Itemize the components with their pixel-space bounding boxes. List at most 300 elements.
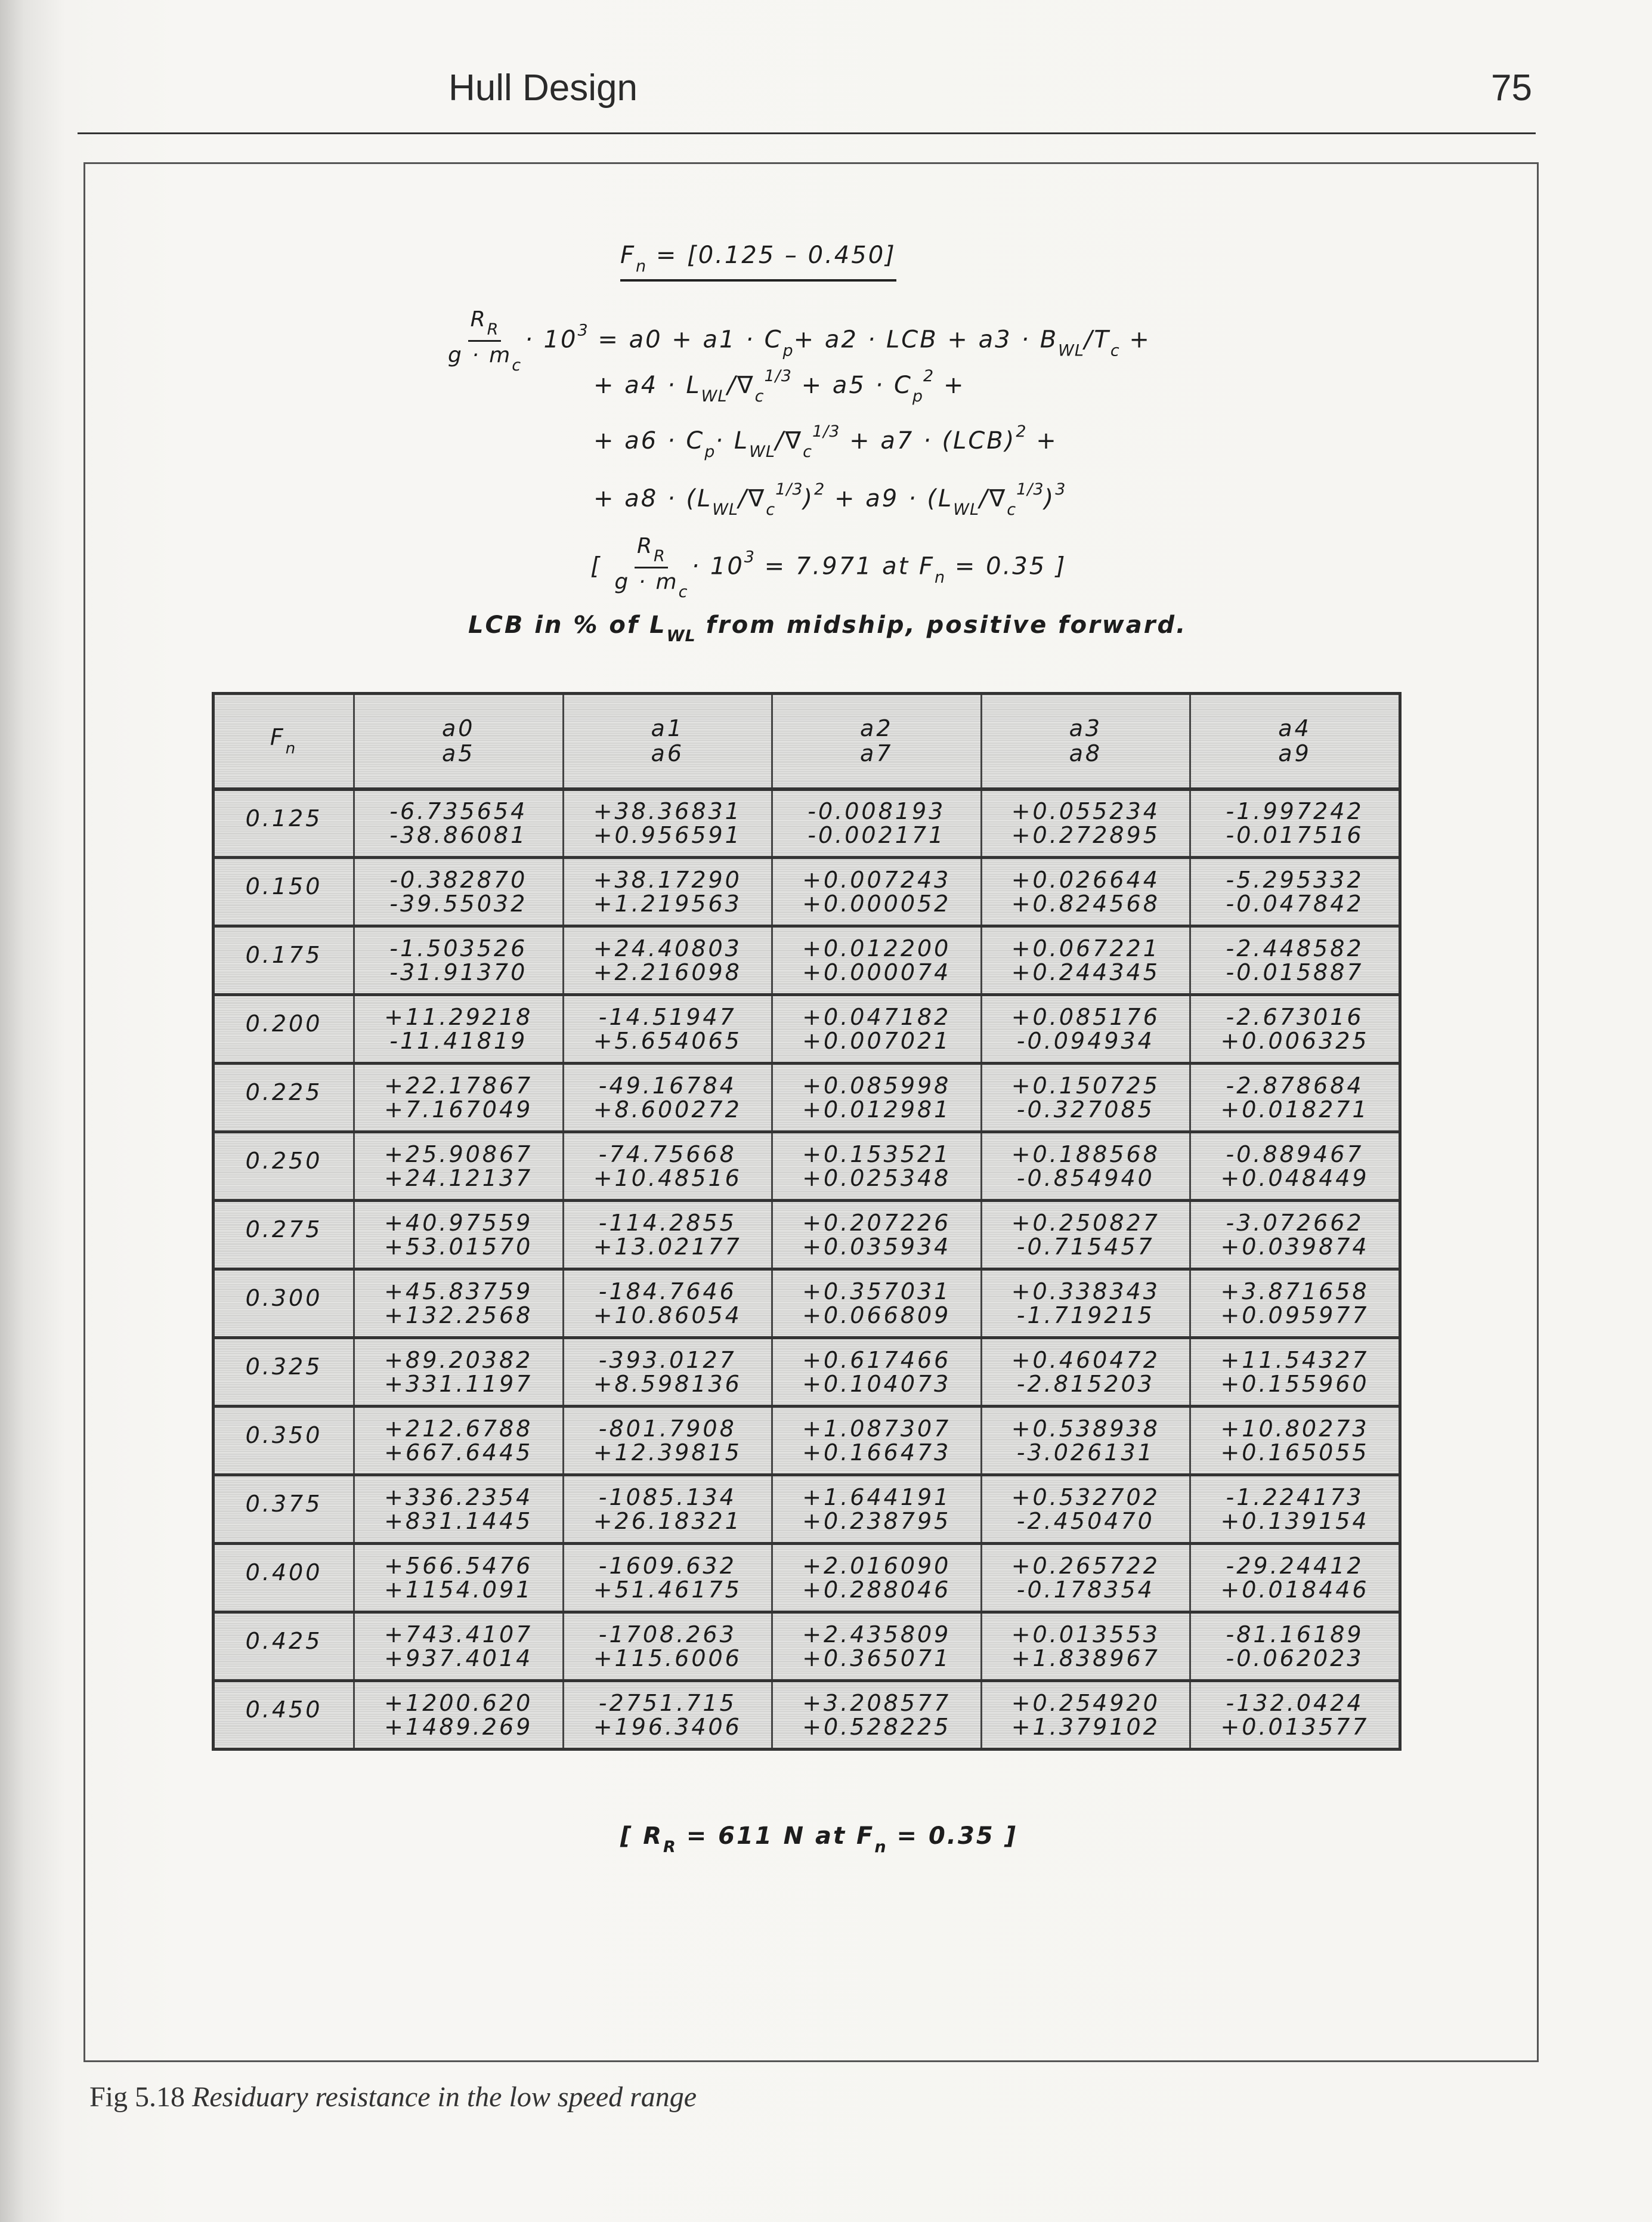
formula-subscript: c [1110, 341, 1120, 360]
coefficient-value: -1.503526 [389, 935, 528, 962]
coefficient-value: +11.54327 [1220, 1347, 1369, 1373]
coefficient-value: -3.026131 [1016, 1439, 1155, 1466]
coefficient-value: +1.219563 [593, 891, 742, 917]
coefficient-value: +0.150725 [1011, 1073, 1160, 1099]
coefficient-value: +0.272895 [1011, 822, 1160, 849]
coefficient-cell [981, 1269, 1190, 1338]
formula-supscript: 2 [814, 480, 825, 499]
fraction [614, 534, 688, 601]
coefficient-value: -0.178354 [1016, 1577, 1155, 1603]
coefficient-value: +2.435809 [802, 1621, 951, 1648]
formula-supscript: 3 [577, 321, 589, 340]
coefficient-value: -2751.715 [598, 1690, 737, 1716]
formula-subscript: c [766, 500, 776, 519]
coefficient-cell [563, 1064, 772, 1132]
formula-text: /T [1084, 326, 1110, 354]
header-coefficients [1190, 694, 1400, 789]
coefficient-value: +51.46175 [593, 1577, 742, 1603]
formula-text: + [1026, 427, 1058, 455]
coefficient-value: +0.166473 [802, 1439, 951, 1466]
formula-text: + [934, 372, 966, 399]
formula-text: ) [1044, 485, 1056, 512]
coefficient-value: +0.207226 [802, 1210, 951, 1236]
table-row [214, 1269, 1400, 1338]
coefficient-value: -0.382870 [389, 867, 528, 893]
coefficient-value: +0.067221 [1011, 935, 1160, 962]
table-row [214, 1338, 1400, 1407]
coefficient-value: -2.673016 [1226, 1004, 1364, 1030]
coefficient-value: +1.087307 [802, 1416, 951, 1442]
coefficient-cell [772, 1612, 982, 1681]
coefficient-value: -39.55032 [389, 891, 528, 917]
coefficient-cell [772, 1475, 982, 1544]
coefficient-value: -49.16784 [598, 1073, 737, 1099]
froude-number-cell: 0.375 [245, 1491, 323, 1517]
header-coefficients [772, 694, 982, 789]
coefficient-value: +0.095977 [1220, 1302, 1369, 1328]
header-coefficient-label: a8 [1069, 740, 1103, 767]
table-row [214, 1681, 1400, 1750]
coefficient-cell [1190, 1132, 1400, 1201]
formula-subscript: c [678, 583, 688, 601]
coefficient-cell [354, 1612, 564, 1681]
header-fn-label: F [270, 724, 286, 751]
table-header-row [214, 694, 1400, 789]
caption-label: Fig 5.18 [89, 2081, 193, 2113]
formula-text: = 7.971 at F [754, 552, 935, 580]
coefficient-value: +10.80273 [1220, 1416, 1369, 1442]
coefficient-value: +38.36831 [593, 798, 742, 825]
fraction-denominator [614, 568, 688, 601]
header-rule [78, 132, 1536, 134]
coefficient-cell [563, 1269, 772, 1338]
formula-text: + a8 · (L [593, 485, 713, 512]
formula-line-1 [444, 307, 1151, 375]
formula-text: + a4 · L [593, 372, 701, 399]
coefficient-value: +0.265722 [1011, 1553, 1160, 1579]
coefficient-cell [1190, 858, 1400, 926]
coefficient-value: +937.4014 [384, 1645, 533, 1671]
coefficient-value: +1154.091 [384, 1577, 533, 1603]
coefficient-cell [1190, 1612, 1400, 1681]
coefficient-value: +336.2354 [384, 1484, 533, 1510]
coefficient-value: +0.007243 [802, 867, 951, 893]
coefficient-value: +0.055234 [1011, 798, 1160, 825]
froude-number-cell: 0.300 [245, 1285, 323, 1311]
coefficient-cell [1190, 1338, 1400, 1407]
coefficient-cell [1190, 1475, 1400, 1544]
formula-supscript: 1/3 [1016, 480, 1044, 499]
coefficient-value: +1.644191 [802, 1484, 951, 1510]
formula-subscript: c [1007, 500, 1017, 519]
coefficient-cell [981, 995, 1190, 1064]
result-note [620, 1822, 1017, 1856]
coefficient-cell [563, 1338, 772, 1407]
header-coefficient-label: a4 [1278, 715, 1311, 742]
formula-subscript: c [754, 387, 765, 406]
coefficient-value: +0.035934 [802, 1234, 951, 1260]
header-coefficient-label: a7 [860, 740, 893, 767]
coefficient-value: +0.244345 [1011, 959, 1160, 985]
table-row [214, 1201, 1400, 1269]
coefficient-value: +0.956591 [593, 822, 742, 849]
coefficient-value: +0.012200 [802, 935, 951, 962]
coefficient-value: +1200.620 [384, 1690, 533, 1716]
coefficient-value: -0.889467 [1226, 1141, 1364, 1167]
formula-text: + a9 · (L [825, 485, 954, 512]
header-coefficient-label: a1 [651, 715, 684, 742]
coefficient-value: +0.000052 [802, 891, 951, 917]
coefficient-value: +45.83759 [384, 1278, 533, 1305]
coefficient-value: +0.288046 [802, 1577, 951, 1603]
coefficient-cell [1190, 926, 1400, 995]
fraction-numerator [635, 534, 668, 568]
fraction-numerator [468, 307, 502, 342]
header-fn-subscript: n [285, 740, 298, 758]
formula-text: /∇ [738, 485, 766, 512]
coefficient-cell [1190, 1201, 1400, 1269]
coefficient-value: +8.600272 [593, 1096, 742, 1123]
formula-subscript: n [935, 568, 946, 587]
coefficient-cell [563, 1201, 772, 1269]
formula-subscript: p [704, 443, 716, 461]
coefficient-cell [981, 1064, 1190, 1132]
coefficient-value: +10.86054 [593, 1302, 742, 1328]
froude-number-cell: 0.225 [245, 1079, 323, 1105]
header-coefficients [981, 694, 1190, 789]
coefficient-value: +1.379102 [1011, 1714, 1160, 1740]
coefficient-value: +212.6788 [384, 1416, 533, 1442]
header-coefficient-label: a2 [860, 715, 893, 742]
table-row [214, 1612, 1400, 1681]
coefficient-cell [354, 995, 564, 1064]
coefficient-value: -114.2855 [598, 1210, 737, 1236]
coefficient-value: +38.17290 [593, 867, 742, 893]
formula-line-2 [593, 367, 965, 406]
formula-text: + a7 · (LCB) [840, 427, 1016, 455]
table-row [214, 995, 1400, 1064]
header-coefficient-label: a9 [1278, 740, 1311, 767]
formula-supscript: 1/3 [775, 480, 803, 499]
coefficient-value: +0.000074 [802, 959, 951, 985]
fraction [448, 307, 521, 375]
coefficient-value: -5.295332 [1226, 867, 1364, 893]
formula-subscript: n [874, 1838, 887, 1856]
coefficient-value: +25.90867 [384, 1141, 533, 1167]
coefficient-value: +0.155960 [1220, 1371, 1369, 1397]
coefficient-value: -0.002171 [808, 822, 946, 849]
formula-text: R [636, 534, 654, 558]
coefficient-value: +1489.269 [384, 1714, 533, 1740]
coefficient-cell [354, 1544, 564, 1612]
coefficient-cell [981, 1544, 1190, 1612]
formula-text: /∇ [979, 485, 1007, 512]
formula-text: [ R [620, 1822, 664, 1850]
froude-number-cell: 0.350 [245, 1422, 323, 1448]
formula-subscript: R [663, 1838, 676, 1856]
coefficient-value: +0.047182 [802, 1004, 951, 1030]
froude-range [620, 242, 896, 282]
table-row [214, 1132, 1400, 1201]
formula-text: = 611 N at F [676, 1822, 875, 1850]
coefficient-value: +0.085998 [802, 1073, 951, 1099]
froude-number-cell: 0.150 [245, 873, 323, 900]
coefficient-cell [1190, 1407, 1400, 1475]
coefficient-value: +667.6445 [384, 1439, 533, 1466]
formula-text: + a5 · C [791, 372, 912, 399]
formula-line-3 [593, 422, 1058, 461]
coefficient-value: +0.460472 [1011, 1347, 1160, 1373]
coefficient-value: +10.48516 [593, 1165, 742, 1191]
coefficient-value: +0.250827 [1011, 1210, 1160, 1236]
coefficient-value: +22.17867 [384, 1073, 533, 1099]
coefficient-cell [772, 1544, 982, 1612]
lcb-note [468, 611, 1187, 645]
coefficient-cell [354, 1407, 564, 1475]
coefficient-cell [772, 926, 982, 995]
coefficient-cell [772, 1064, 982, 1132]
coefficient-value: +3.208577 [802, 1690, 951, 1716]
coefficient-value: -1085.134 [598, 1484, 737, 1510]
coefficient-value: +11.29218 [384, 1004, 533, 1030]
formula-text: + a2 · LCB + a3 · B [793, 326, 1059, 354]
froude-number-cell: 0.425 [245, 1628, 323, 1654]
coefficient-cell [772, 858, 982, 926]
coefficient-value: +0.013553 [1011, 1621, 1160, 1648]
coefficient-value: -0.008193 [808, 798, 946, 825]
formula-subscript: p [782, 341, 794, 360]
coefficient-cell [354, 858, 564, 926]
coefficient-value: -0.015887 [1226, 959, 1364, 985]
coefficient-value: +0.085176 [1011, 1004, 1160, 1030]
coefficient-value: +26.18321 [593, 1508, 742, 1534]
coefficient-cell [1190, 1681, 1400, 1750]
coefficient-value: +0.039874 [1220, 1234, 1369, 1260]
coefficient-value: -0.062023 [1226, 1645, 1364, 1671]
table-row [214, 1544, 1400, 1612]
coefficient-cell [772, 789, 982, 858]
coefficient-value: +40.97559 [384, 1210, 533, 1236]
coefficient-value: -1.997242 [1226, 798, 1364, 825]
coefficient-value: +743.4107 [384, 1621, 533, 1648]
coefficient-cell [354, 1269, 564, 1338]
coefficient-value: +7.167049 [384, 1096, 533, 1123]
formula-supscript: 2 [1016, 422, 1027, 441]
coefficient-value: +0.104073 [802, 1371, 951, 1397]
formula-text: ) [803, 485, 815, 512]
formula-text: g · m [448, 343, 512, 367]
formula-supscript: 3 [744, 548, 755, 567]
coefficient-value: -29.24412 [1226, 1553, 1364, 1579]
formula-text: · L [715, 427, 750, 455]
formula-text: R [470, 307, 487, 332]
coefficient-cell [772, 1201, 982, 1269]
formula-subscript: WL [701, 387, 728, 406]
froude-number-cell: 0.325 [245, 1353, 323, 1380]
page-number: 75 [1491, 67, 1532, 109]
froude-number-cell: 0.450 [245, 1696, 323, 1723]
coefficient-value: +0.006325 [1220, 1028, 1369, 1054]
coefficient-cell [354, 1475, 564, 1544]
coefficient-value: +566.5476 [384, 1553, 533, 1579]
froude-number-cell: 0.175 [245, 942, 323, 968]
coefficient-cell [354, 789, 564, 858]
formula-supscript: 2 [923, 367, 935, 385]
header-coefficient-label: a0 [442, 715, 475, 742]
coefficient-value: +5.654065 [593, 1028, 742, 1054]
coefficient-value: -0.094934 [1016, 1028, 1155, 1054]
coefficient-value: -184.7646 [598, 1278, 737, 1305]
coefficient-value: -1708.263 [598, 1621, 737, 1648]
coefficient-value: +0.532702 [1011, 1484, 1160, 1510]
coefficient-value: +3.871658 [1220, 1278, 1369, 1305]
coefficient-value: +115.6006 [593, 1645, 742, 1671]
coefficient-value: -0.047842 [1226, 891, 1364, 917]
coefficient-table [212, 692, 1402, 1751]
coefficient-value: -1609.632 [598, 1553, 737, 1579]
coefficient-value: +8.598136 [593, 1371, 742, 1397]
formula-subscript: c [512, 356, 522, 375]
coefficient-value: +831.1445 [384, 1508, 533, 1534]
formula-text: = 0.35 ] [886, 1822, 1017, 1850]
formula-subscript: R [654, 547, 666, 565]
table-row [214, 858, 1400, 926]
coefficient-cell [981, 858, 1190, 926]
coefficient-cell [981, 926, 1190, 995]
formula-text: from midship, positive forward. [695, 611, 1187, 639]
coefficient-value: +0.365071 [802, 1645, 951, 1671]
coefficient-value: +196.3406 [593, 1714, 742, 1740]
coefficient-value: +0.018446 [1220, 1577, 1369, 1603]
coefficient-value: +24.40803 [593, 935, 742, 962]
formula-text: + a6 · C [593, 427, 705, 455]
coefficient-value: -1.719215 [1016, 1302, 1155, 1328]
coefficient-value: +0.048449 [1220, 1165, 1369, 1191]
coefficient-value: -2.448582 [1226, 935, 1364, 962]
coefficient-cell [1190, 1064, 1400, 1132]
coefficient-value: +2.216098 [593, 959, 742, 985]
coefficient-value: -393.0127 [598, 1347, 737, 1373]
coefficient-cell [981, 1475, 1190, 1544]
coefficient-value: +12.39815 [593, 1439, 742, 1466]
coefficient-value: -2.450470 [1016, 1508, 1155, 1534]
formula-text: = [0.125 – 0.450] [646, 242, 896, 269]
figure-caption [89, 2081, 697, 2113]
formula-text: /∇ [775, 427, 803, 455]
coefficient-value: -0.715457 [1016, 1234, 1155, 1260]
coefficient-value: -14.51947 [598, 1004, 737, 1030]
coefficient-cell [563, 1612, 772, 1681]
coefficient-value: -31.91370 [389, 959, 528, 985]
coefficient-cell [981, 1338, 1190, 1407]
coefficient-value: +0.025348 [802, 1165, 951, 1191]
coefficient-cell [354, 1681, 564, 1750]
coefficient-value: +0.538938 [1011, 1416, 1160, 1442]
coefficient-value: +331.1197 [384, 1371, 533, 1397]
coefficient-cell [563, 926, 772, 995]
coefficient-value: +2.016090 [802, 1553, 951, 1579]
header-coefficients [563, 694, 772, 789]
coefficient-value: +0.338343 [1011, 1278, 1160, 1305]
formula-text: · 10 [691, 552, 744, 580]
coefficient-value: -6.735654 [389, 798, 528, 825]
coefficient-value: -2.815203 [1016, 1371, 1155, 1397]
coefficient-value: -801.7908 [598, 1416, 737, 1442]
formula-subscript: WL [953, 500, 980, 519]
coefficient-cell [354, 926, 564, 995]
froude-number-cell: 0.250 [245, 1148, 323, 1174]
coefficient-value: +0.153521 [802, 1141, 951, 1167]
formula-subscript: n [636, 257, 647, 276]
coefficient-cell [981, 789, 1190, 858]
coefficient-cell [981, 1132, 1190, 1201]
coefficient-cell [772, 995, 982, 1064]
coefficient-value: -0.327085 [1016, 1096, 1155, 1123]
formula-text: + [1119, 326, 1151, 354]
coefficient-cell [772, 1269, 982, 1338]
coefficient-cell [772, 1681, 982, 1750]
coefficient-cell [981, 1201, 1190, 1269]
coefficient-value: +0.617466 [802, 1347, 951, 1373]
coefficient-cell [1190, 1269, 1400, 1338]
caption-text: Residuary resistance in the low speed range [192, 2081, 697, 2113]
formula-supscript: 1/3 [812, 422, 840, 441]
coefficient-cell [772, 1132, 982, 1201]
formula-text: [ [590, 552, 611, 580]
coefficient-value: +0.238795 [802, 1508, 951, 1534]
formula-text: g · m [614, 570, 679, 594]
coefficient-value: -1.224173 [1226, 1484, 1364, 1510]
header-coefficient-label: a3 [1069, 715, 1103, 742]
coefficient-cell [563, 1407, 772, 1475]
coefficient-value: -38.86081 [389, 822, 528, 849]
coefficient-cell [354, 1201, 564, 1269]
table-row [214, 1064, 1400, 1132]
formula-text: F [620, 242, 636, 269]
formula-subscript: c [803, 443, 812, 461]
coefficient-cell [563, 1475, 772, 1544]
header-coefficient-label: a6 [651, 740, 684, 767]
coefficient-cell [354, 1132, 564, 1201]
table-row [214, 789, 1400, 858]
froude-number-cell: 0.400 [245, 1559, 323, 1586]
coefficient-value: +0.018271 [1220, 1096, 1369, 1123]
formula-subscript: WL [749, 443, 775, 461]
coefficient-value: +24.12137 [384, 1165, 533, 1191]
coefficient-value: -0.854940 [1016, 1165, 1155, 1191]
coefficient-value: +0.254920 [1011, 1690, 1160, 1716]
formula-text: · 10 [525, 326, 578, 354]
formula-supscript: 3 [1055, 480, 1066, 499]
formula-line-4 [593, 480, 1066, 519]
running-head-title: Hull Design [448, 67, 638, 109]
coefficient-cell [354, 1338, 564, 1407]
coefficient-cell [563, 789, 772, 858]
coefficient-cell [1190, 1544, 1400, 1612]
coefficient-cell [354, 1064, 564, 1132]
coefficient-cell [981, 1407, 1190, 1475]
formula-subscript: R [487, 320, 499, 339]
header-coefficients [354, 694, 564, 789]
formula-subscript: p [912, 387, 924, 406]
coefficient-value: +0.357031 [802, 1278, 951, 1305]
coefficient-cell [772, 1407, 982, 1475]
froude-number-cell: 0.125 [245, 805, 323, 832]
coefficient-value: +0.528225 [802, 1714, 951, 1740]
formula-supscript: 1/3 [764, 367, 792, 385]
coefficient-value: +1.838967 [1011, 1645, 1160, 1671]
formula-subscript: WL [712, 500, 738, 519]
